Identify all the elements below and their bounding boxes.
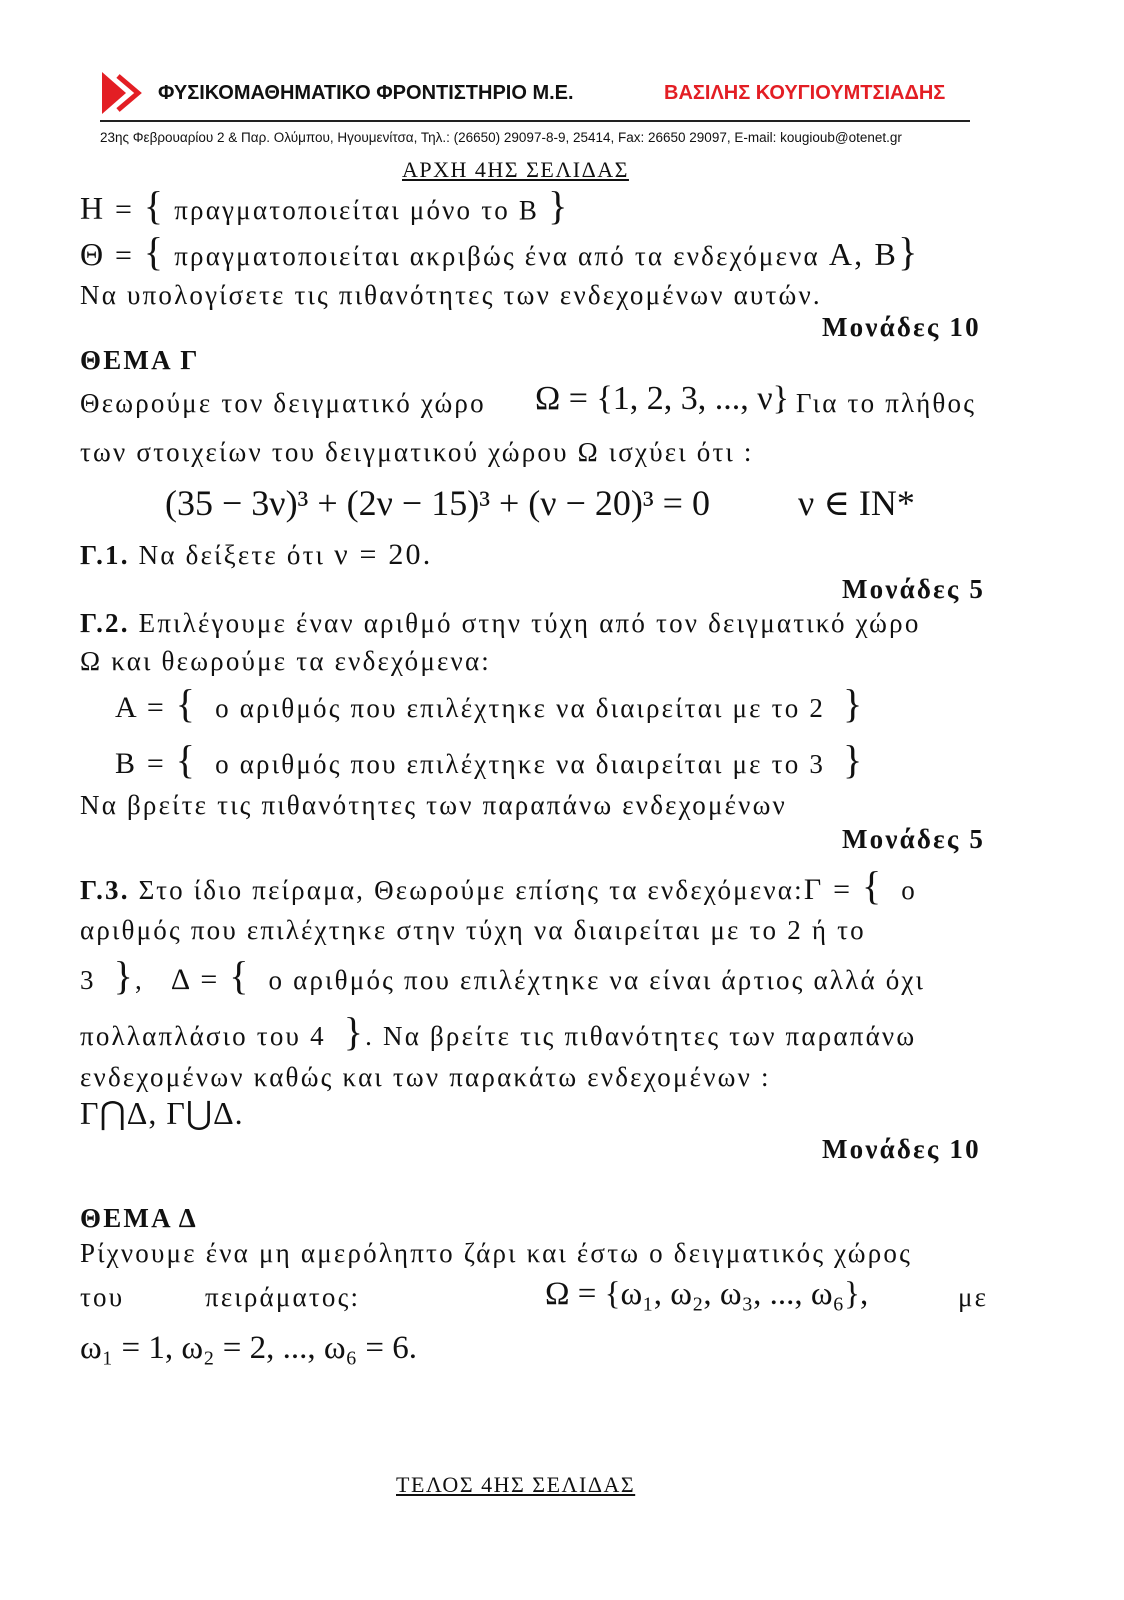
event-h: Η = { πραγματοποιείται μόνο το Β } (80, 183, 570, 228)
omega-set: Ω = {1, 2, 3, ..., ν} (535, 380, 789, 417)
owner-name: ΒΑΣΙΛΗΣ ΚΟΥΓΙΟΥΜΤΣΙΑΔΗΣ (664, 82, 946, 104)
page-start-label: ΑΡΧΗ 4ΗΣ ΣΕΛΙΔΑΣ (402, 157, 629, 182)
c1-question: Γ.1. Να δείξετε ότι ν = 20. (80, 538, 433, 571)
theme-d-omega-set: Ω = {ω₁, ω₂, ω₃, ..., ω₆}, (545, 1276, 869, 1312)
c3-line3: 3 }, Δ = { ο αριθμός που επιλέχτηκε να είναι άρτιος αλλά όχι (80, 953, 926, 998)
page-end-label: ΤΕΛΟΣ 4ΗΣ ΣΕΛΙΔΑΣ (396, 1472, 636, 1497)
theme-d-title: ΘΕΜΑ Δ (80, 1203, 198, 1233)
c1-marks: Μονάδες 5 (842, 574, 986, 604)
theme-d-line2-c: με (958, 1282, 989, 1312)
school-name: ΦΥΣΙΚΟΜΑΘΗΜΑΤΙΚΟ ΦΡΟΝΤΙΣΤΗΡΙΟ Μ.Ε. (158, 82, 574, 104)
c3-marks: Μονάδες 10 (822, 1134, 981, 1164)
theme-d-line3: ω₁ = 1, ω₂ = 2, ..., ω₆ = 6. (80, 1330, 418, 1366)
c2-event-b: Β = { ο αριθμός που επιλέχτηκε να διαιρείται με το 3 } (115, 737, 865, 782)
theme-c-line1: Θεωρούμε τον δειγματικό χώρο (80, 388, 486, 418)
intro-task: Να υπολογίσετε τις πιθανότητες των ενδεχομένων αυτών. (80, 280, 822, 310)
logo-arrow-icon (100, 70, 146, 116)
intro-marks: Μονάδες 10 (822, 312, 981, 342)
theme-d-line1: Ρίχνουμε ένα μη αμερόληπτο ζάρι και έστω ο δειγματικός χώρος (80, 1238, 912, 1268)
c2-event-a: Α = { ο αριθμός που επιλέχτηκε να διαιρείται με το 2 } (115, 681, 865, 726)
theme-c-line2: των στοιχείων του δειγματικού χώρου Ω ισχύει ότι : (80, 437, 754, 467)
c3-line6: Γ⋂Δ, Γ⋃Δ. (80, 1095, 244, 1131)
header-divider (100, 120, 970, 122)
equation-domain: ν ∈ IN* (798, 483, 915, 523)
c3-line4: πολλαπλάσιο του 4 }. Να βρείτε τις πιθανότητες των παραπάνω (80, 1009, 917, 1054)
address-line: 23ης Φεβρουαρίου 2 & Παρ. Ολύμπου, Ηγουμενίτσα, Τηλ.: (26650) 29097-8-9, 25414, Fax: 26650 29097, E-mail: kougioub@otenet.gr (100, 130, 902, 145)
equation: (35 − 3ν)³ + (2ν − 15)³ + (ν − 20)³ = 0 (165, 483, 710, 523)
c3-line2: αριθμός που επιλέχτηκε στην τύχη να διαιρείται με το 2 ή το (80, 915, 866, 945)
theme-c-title: ΘΕΜΑ Γ (80, 345, 200, 375)
c2-marks: Μονάδες 5 (842, 824, 986, 854)
c2-line1: Γ.2. Επιλέγουμε έναν αριθμό στην τύχη από τον δειγματικό χώρο (80, 608, 921, 638)
theme-d-line2-b: πειράματος: (205, 1282, 361, 1312)
theme-d-line2-a: του (80, 1282, 125, 1312)
event-theta: Θ = { πραγματοποιείται ακριβώς ένα από τα ενδεχόμενα Α, Β} (80, 229, 920, 274)
c2-line2: Ω και θεωρούμε τα ενδεχόμενα: (80, 646, 492, 676)
theme-c-line1-end: . Για το πλήθος (778, 388, 977, 418)
c3-line1: Γ.3. Στο ίδιο πείραμα, Θεωρούμε επίσης τα ενδεχόμενα:Γ = { ο (80, 863, 917, 908)
c2-task: Να βρείτε τις πιθανότητες των παραπάνω ενδεχομένων (80, 790, 787, 820)
c3-line5: ενδεχομένων καθώς και των παρακάτω ενδεχομένων : (80, 1062, 771, 1092)
